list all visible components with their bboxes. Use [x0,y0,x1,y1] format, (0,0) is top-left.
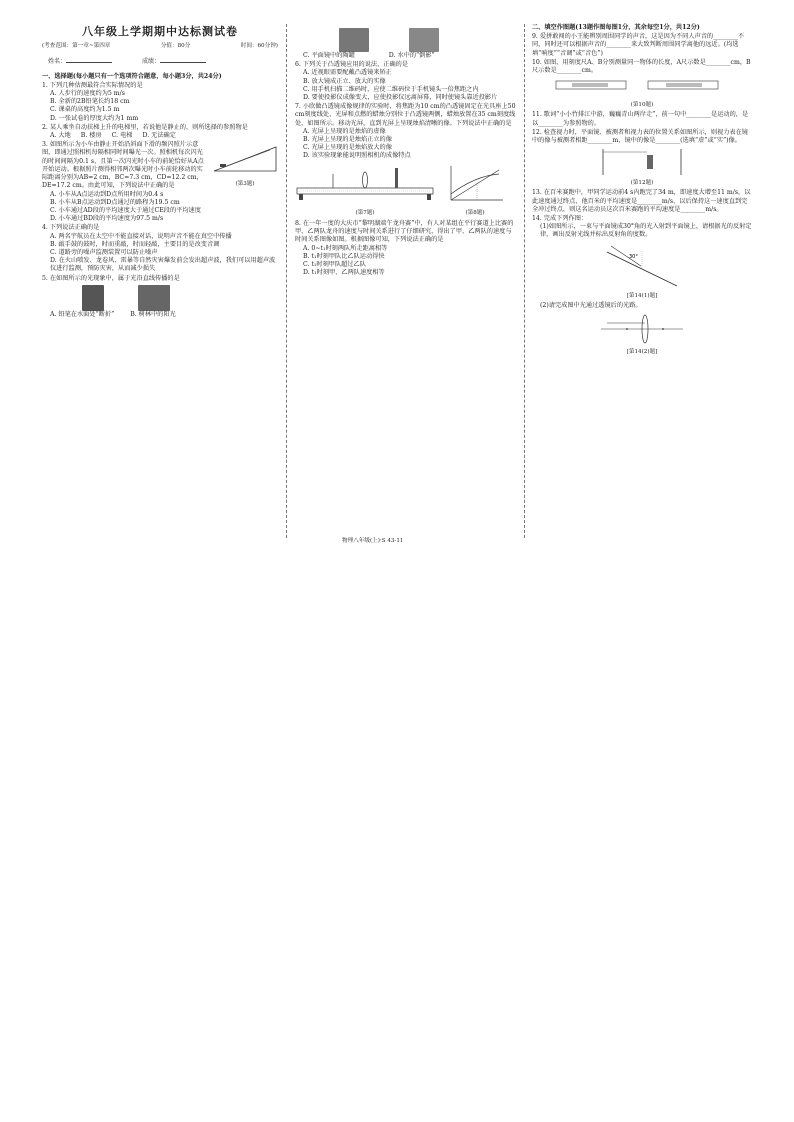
option: D. 无法确定 [142,132,176,140]
figure-14-2 [532,312,752,346]
figure-12 [532,147,752,177]
score-info: 分值：80分 [160,43,191,50]
column-divider [286,24,287,538]
figure-caption: (第12题) [630,180,654,187]
option: A. 光屏上呈现的是烛焰的虚像 [303,127,386,135]
question-14: 14. 完成下列作图： [532,215,588,223]
option: B. 树林中的阳光 [130,310,176,318]
mirror-reflection-diagram [597,242,687,290]
figure-caption: [第14(2)题] [626,349,658,356]
incline-diagram [212,141,278,175]
exam-meta [42,42,278,50]
figure-7 [295,164,435,219]
question-4 [42,224,278,273]
question-8 [295,220,517,277]
option: A. 大地 [50,132,71,140]
option: A. 0~t₁时刻两队所走距离相等 [303,244,388,252]
question-12: 12. 检查视力时，平面镜、被测者和视力表的位置关系如图所示，则视力表在镜中的像与被测者相距________m，镜中的像是________(选填“虚”或“实”)像。 [532,128,748,145]
option: B. 敲手鼓的鼓时，时而重敲，时而轻敲，主要目的是改变音调 [50,240,220,248]
figure-10 [532,77,752,99]
option: B. 放大镜成正立、放大的实像 [303,77,386,85]
question-stem: 7. 小欣做凸透镜成像规律的实验时，将焦距为10 cm的凸透镜固定在光具座上50 cm刻度线处，光屏和点燃的蜡烛分别位于凸透镜两侧，蜡烛放置在35 cm刻度线处，如图所示。移动光屏，直到光屏上呈现烛焰清晰的像。下列说法中正确的是 [295,103,516,127]
option: A. 小车从A点运动到D点所用时间为0.4 s [50,190,164,198]
figure-14-1 [532,242,752,290]
option: D. 水中的“倒影” [388,52,435,59]
velocity-time-graph [445,164,505,204]
angle-label: 30° [629,253,638,260]
ruler-diagram [552,77,732,99]
question-6 [295,61,517,102]
exam-range: (考查范围：第一章~第四章 [42,43,111,50]
option: B. t₁时刻甲队比乙队运动得快 [303,252,385,260]
option: D. 要使投影仪成像变大，应使投影仪远离屏幕，同时使镜头靠近投影片 [303,94,498,102]
option: D. 小车通过BD段的平均速度为97.5 m/s [50,215,164,223]
section-heading: 一、选择题(每小题只有一个选项符合题意，每小题3分，共24分) [42,72,222,80]
figure-3 [212,141,278,190]
lens-diagram [597,312,687,346]
figure-caption: [第14(1)题] [626,292,658,299]
section-heading: 二、填空作图题(13题作图每图1分，其余每空1分，共12分) [532,24,700,31]
name-label: 姓名： [48,58,67,66]
name-field[interactable] [66,62,112,63]
option: B. 楼房 [80,132,102,140]
question-stem: 5. 在如图所示的光现象中，属于光沿直线传播的是 [42,274,180,282]
question-1 [42,82,278,123]
option: D. t₁时刻甲、乙两队速度相等 [303,269,385,277]
column-right [532,24,752,358]
score-field[interactable] [160,62,206,63]
option: A. 两名宇航员在太空中不能直接对话，说明声音不能在真空中传播 [50,232,232,240]
question-stem: 1. 下列几种估测最符合实际情况的是 [42,81,143,89]
option: C. 用手机扫描二维码时，应使二维码位于手机镜头一倍焦距之内 [303,85,479,93]
score-label: 成绩： [142,58,161,66]
figure-caption: (第7题) [355,209,375,216]
question-stem: 8. 在一年一度的大庆市“黎明湖端午龙舟赛”中，有人对某组在平行赛道上比赛的甲、乙两队龙舟的速度与时间关系进行了仔细研究，得出了甲、乙两队的速度与时间关系图像如图。根据图像可知，下列说法正确的是 [295,220,514,244]
figure-caption: (第3题) [235,181,255,188]
figure-8 [445,164,505,219]
option: C. 光屏上呈现的是烛焰放大的像 [303,144,392,152]
question-9: 9. 爱拼敢闯的小王能辨别周围同学的声音，这是因为不同人声音的________不同，同时还可以根据声音的________来大致判断周围同学离他的远近。(均选填“响度”“音调”或“音色”) [532,33,745,57]
optical-bench-diagram [295,164,435,204]
option: C. 课桌的高度约为1.5 m [50,106,120,114]
column-middle [295,24,517,277]
option: B. 小车从B点运动到D点通过的路程为19.5 cm [50,198,180,206]
question-stem: 4. 下列说法正确的是 [42,224,100,232]
exam-sheet [42,24,752,544]
eye-test-diagram [597,147,687,177]
question-5 [42,275,278,319]
question-7 [295,103,517,219]
water-reflection-photo [409,28,439,52]
question-stem: 3. 如图所示为小车由静止开始沿斜面下滑的频闪照片示意图，即通过照相机每隔相同时间曝光一次。照相机每次闪光的时间间隔为0.1 s，且第一次闪光时小车的前轮恰好从A点开始运动。根据照片测得相邻两次曝光时小车前轮移动的实际距离分别为AB=2 cm，BC=7.3 cm，CD=12.2 cm，DE=17.2 cm。由此可知，下列说法中正确的是 [42,141,204,190]
option: C. 平面镜中的陶罐 [303,52,355,59]
option: C. t₁时刻甲队超过乙队 [303,261,366,269]
option: A. 人步行的速度约为5 m/s [50,90,125,98]
option: D. 在火山喷发、龙卷风、雷暴等自然灾害爆发前会发出超声波，我们可以用超声波仪进行监测，预防灾害，从而减少损失 [50,257,276,273]
forest-sunlight-photo [138,285,170,311]
option: C. 电梯 [111,132,133,140]
question-11: 11. 歌词“小小竹排江中游，巍巍青山两岸走”，前一句中________是运动的，是以________为参照物的。 [532,111,749,127]
option: C. 道路旁的噪声监测装置可以防止噪声 [50,249,158,257]
question-13: 13. 在百米赛跑中，甲同学运动前4 s内跑完了34 m，即速度大增至11 m/s，以此速度通过终点，他百米的平均速度是________m/s，以后保持这一速度直到完全冲过终点，则这名运动员这次百米赛跑的平均速度是________m/s。 [532,189,751,213]
page-title: 八年级上学期期中达标测试卷 [82,25,238,38]
figure-caption: (第10题) [630,102,654,109]
question-3 [42,141,278,223]
page-footer: 物理八年级(上)·S 43-11 [342,538,404,544]
mirror-jar-photo [339,28,369,52]
option: B. 全新的2B铅笔长约18 cm [50,98,130,106]
option: B. 光屏上呈现的是烛焰正立的像 [303,136,392,144]
question-stem: 2. 某人乘坐自动扶梯上升的电梯里，若说他是静止的，则所选择的参照物是 [42,123,248,131]
question-10: 10. 如图，用刻度尺A、B分别测量同一物体的长度，A尺示数是________cm，B尺示数是________cm。 [532,58,751,75]
question-14-1: (1)如图所示，一束与平面镜成30°角的光入射到平面镜上，请根据光的反射定律，画出反射光线并标出反射角的度数。 [540,223,752,239]
column-left [42,24,278,319]
question-2 [42,124,278,140]
question-14-2: (2)请完成图中光通过透镜后的光路。 [540,301,642,309]
time-info: 时间：60分钟) [240,43,278,50]
option: C. 小车通过AD段的平均速度大于通过CE段的平均速度 [50,207,201,215]
student-info [48,58,278,66]
figure-caption: (第8题) [465,209,485,216]
option: A. 近视眼需要配戴凸透镜来矫正 [303,69,392,77]
question-stem: 6. 下列关于凸透镜应用的说法，正确的是 [295,61,409,69]
column-divider [524,24,525,538]
pencil-in-water-photo [82,285,104,311]
option: D. 一张试卷的厚度大约为1 mm [50,114,139,122]
option: D. 该实验现象能说明照相机的成像特点 [303,152,411,160]
option: A. 铅笔在水面处“断折” [50,310,115,318]
